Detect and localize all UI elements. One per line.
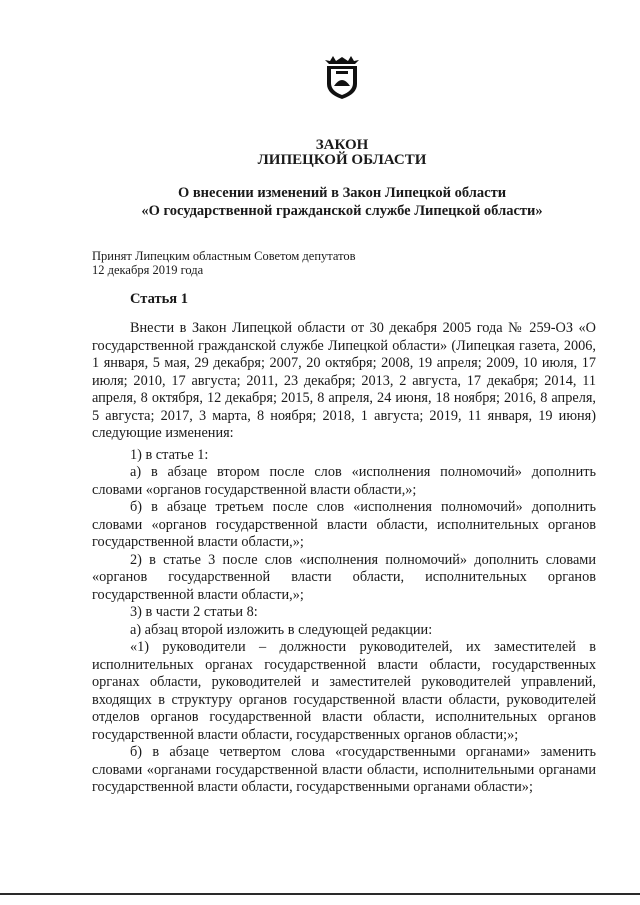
- law-title: ЗАКОН: [315, 137, 369, 153]
- paragraph: б) в абзаце четвертом слова «государственными органами» заменить словами «органами государственной власти области, исполнительными органами государственной власти области, государственными органами области»;: [92, 744, 596, 795]
- paragraph: Внести в Закон Липецкой области от 30 декабря 2005 года № 259-ОЗ «О государственной гражданской службе Липецкой области» (Липецкая газета, 2006, 1 января, 5 мая, 29 декабря; 2007, 20 октября; 2008, 19 апреля; 2009, 10 июля, 17 июля; 2010, 17 августа; 2011, 23 декабря; 2013, 2 августа, 17 декабря; 2014, 11 апреля, 8 октября, 12 декабря; 2015, 8 апреля, 24 июня, 18 ноября; 2016, 8 апреля, 5 августа; 2017, 3 марта, 8 ноября; 2018, 1 августа; 2019, 11 января, 19 июня) следующие изменения:: [92, 320, 596, 441]
- article-heading: Статья 1: [130, 291, 188, 307]
- paragraph: а) абзац второй изложить в следующей редакции:: [130, 621, 433, 638]
- paragraph: а) в абзаце втором после слов «исполнения полномочий» дополнить словами «органов государственной власти области,»;: [92, 464, 596, 498]
- page-bottom-rule: [0, 893, 640, 895]
- adoption-date: 12 декабря 2019 года: [92, 263, 204, 277]
- coat-of-arms-icon: [321, 52, 363, 100]
- article-body: [92, 320, 596, 797]
- paragraph: б) в абзаце третьем после слов «исполнения полномочий» дополнить словами «органов государственной власти области, исполнительных органов государственной власти области,»;: [92, 499, 596, 550]
- paragraph: 2) в статье 3 после слов «исполнения полномочий» дополнить словами «органов государственной власти области, исполнительных органов государственной власти области,»;: [92, 551, 596, 603]
- law-subtitle-line2: «О государственной гражданской службе Липецкой области»: [141, 203, 543, 219]
- adoption-body: Принят Липецким областным Советом депутатов: [92, 249, 356, 263]
- paragraph: 1) в статье 1:: [130, 446, 209, 463]
- law-subtitle-line1: О внесении изменений в Закон Липецкой области: [177, 185, 507, 201]
- paragraph: 3) в части 2 статьи 8:: [130, 604, 258, 620]
- law-region: ЛИПЕЦКОЙ ОБЛАСТИ: [257, 152, 427, 168]
- paragraph: «1) руководители – должности руководителей, их заместителей в исполнительных органах государственной власти области, государственных органах области, руководителей и заместителей руководителей управлений, входящих в структуру органов государственной власти области, руководителей отделов органов государственной власти области, исполнительных органов государственной власти области, государственных органов области;»;: [92, 639, 596, 743]
